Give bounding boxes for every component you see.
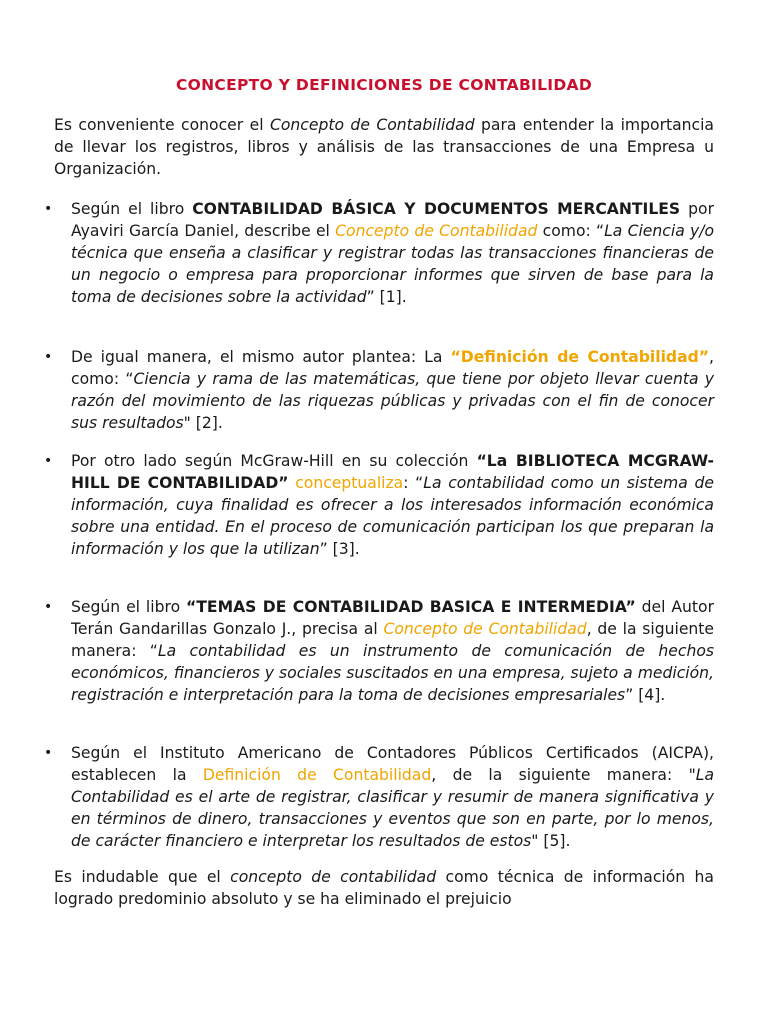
item-text: Según el libro <box>71 598 187 616</box>
bullet-icon: • <box>44 349 53 365</box>
highlight-term: Concepto de Contabilidad <box>335 222 538 240</box>
list-item <box>44 742 714 852</box>
item-text: , de la siguiente manera: " <box>431 766 696 784</box>
item-text: Según el Instituto Americano de Contadores Públicos Certificados (AICPA), establecen la <box>71 744 714 784</box>
intro-paragraph <box>54 114 714 180</box>
highlight-term: “Definición de Contabilidad” <box>450 348 710 366</box>
closing-text-1: Es indudable que el <box>54 868 231 886</box>
page-title: CONCEPTO Y DEFINICIONES DE CONTABILIDAD <box>176 76 592 94</box>
highlight-term: conceptualiza <box>295 474 404 492</box>
closing-term: concepto de contabilidad <box>230 868 437 886</box>
list-item <box>44 596 715 706</box>
definition-quote: Ciencia y rama de las matemáticas, que tiene por objeto llevar cuenta y razón del movimiento de las riquezas públicas y privadas con el fin de conocer sus resultados <box>71 370 714 432</box>
item-text: , de la siguiente manera: “ <box>71 620 715 660</box>
definition-quote: La Ciencia y/o técnica que enseña a clasificar y registrar todas las transacciones financieras de un negocio o empresa para proporcionar informes que sirven de base para la toma de decisiones sobre la actividad <box>71 222 715 306</box>
item-text: Por otro lado según McGraw-Hill en su colección <box>71 452 477 470</box>
bullet-icon: • <box>44 745 53 761</box>
item-text: : “ <box>403 474 424 492</box>
definition-quote: La Contabilidad es el arte de registrar, clasificar y resumir de manera significativa y en términos de dinero, transacciones y eventos que son en parte, por lo menos, de carácter financiero e interpretar los resultados de estos <box>71 766 714 850</box>
bullet-icon: • <box>44 453 53 469</box>
bullet-icon: • <box>44 599 53 615</box>
citation: " [2]. <box>183 414 223 432</box>
book-title: “TEMAS DE CONTABILIDAD BASICA E INTERMEDIA” <box>186 598 636 616</box>
highlight-term: Concepto de Contabilidad <box>383 620 587 638</box>
list-item <box>44 198 715 308</box>
definition-quote: La contabilidad es un instrumento de comunicación de hechos económicos, financieros y sociales suscitados en una empresa, sujeto a medición, registración e interpretación para la toma de decisiones empresariales <box>71 642 714 704</box>
book-title: CONTABILIDAD BÁSICA Y DOCUMENTOS MERCANTILES <box>192 200 681 218</box>
item-text: del Autor Terán Gandarillas Gonzalo J., precisa al <box>71 598 714 638</box>
citation: ” [4]. <box>625 686 666 704</box>
intro-text-1: Es conveniente conocer el <box>54 116 270 134</box>
list-item <box>44 450 714 560</box>
item-text: De igual manera, el mismo autor plantea: La <box>71 348 451 366</box>
definition-quote: La contabilidad como un sistema de información, cuya finalidad es ofrecer a los interesados información económica sobre una entidad. En el proceso de comunicación participan los que preparan la información y los que la utilizan <box>71 474 714 558</box>
closing-text-2: como técnica de información ha logrado predominio absoluto y se ha eliminado el prejuicio <box>54 868 714 908</box>
collection-title: “La BIBLIOTECA MCGRAW-HILL DE CONTABILIDAD” <box>71 452 714 492</box>
highlight-term: Definición de Contabilidad <box>202 766 432 784</box>
citation: ” [1]. <box>366 288 407 306</box>
closing-paragraph <box>54 866 714 910</box>
citation: " [5]. <box>531 832 571 850</box>
intro-text-2: para entender la importancia de llevar los registros, libros y análisis de las transacciones de una Empresa u Organización. <box>54 116 714 178</box>
item-text: Según el libro <box>71 200 193 218</box>
item-text: , como: “ <box>71 348 714 388</box>
bullet-icon: • <box>44 201 53 217</box>
list-item <box>44 346 714 434</box>
item-text: por Ayaviri García Daniel, describe el <box>71 200 714 240</box>
citation: ” [3]. <box>319 540 360 558</box>
item-text: como: “ <box>537 222 605 240</box>
intro-term: Concepto de Contabilidad <box>269 116 475 134</box>
